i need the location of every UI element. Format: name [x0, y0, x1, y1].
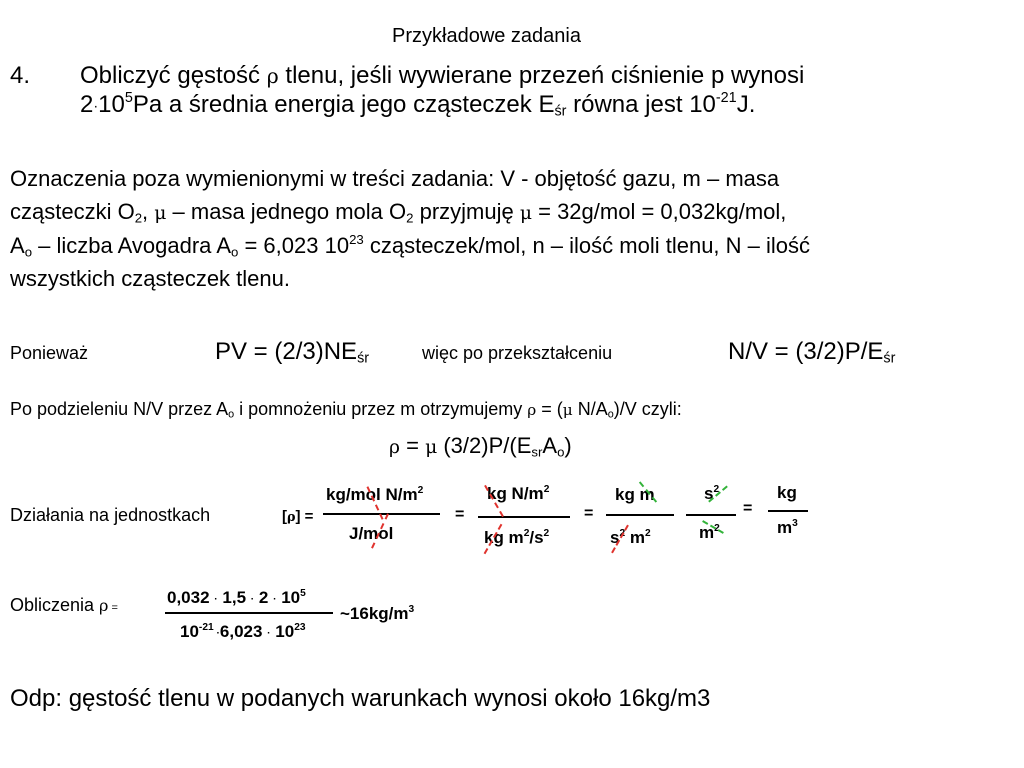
fraction-2-bar [478, 516, 570, 518]
task-line-2: $2\cdot 10^5Pa$ a średnia energia jego cząsteczek $E_{śr}$ równa jest $10^{-21}J$. [80, 89, 756, 120]
calc-result: $\sim 16kg/m^3$ [340, 603, 415, 623]
calc-numerator: $0,032 \cdot 1,5 \cdot 2 \cdot 10^5$ [167, 587, 306, 607]
notation-line-3: $A_o$ – liczba Avogadra $A_o = 6,023$ $10^{23}$ cząsteczek/mol, n – ilość moli tlenu, N – ilość [10, 231, 811, 260]
equation-nv: $N/V = (3/2)P/E_{śr}$ [728, 338, 896, 367]
fraction-5-bar [768, 510, 808, 512]
fraction-4-bar [686, 514, 736, 516]
fraction-5-numerator: kg [777, 483, 797, 502]
fraction-5-denominator: $m^3$ [777, 517, 798, 537]
calc-denominator: $10^{-21} \cdot 6,023 \cdot 10^{23}$ [180, 621, 306, 641]
page-title: Przykładowe zadania [392, 25, 581, 47]
fraction-4-denominator: $m^2$ [699, 522, 720, 542]
task-line-1: Obliczyć gęstość ρ tlenu, jeśli wywierane przezeń ciśnienie p wynosi [80, 62, 805, 89]
rho-symbol: ρ [266, 64, 279, 88]
fraction-1-denominator: J/mol [349, 524, 394, 543]
mu-symbol: μ [519, 203, 532, 224]
fraction-1-numerator: kg/mol $N/m^2$ [326, 484, 424, 504]
units-label: Działania na jednostkach [10, 505, 211, 525]
fraction-3-denominator: $s^2$ $m^2$ [610, 527, 651, 547]
equals-sign: = [455, 506, 465, 523]
task-number: 4. [10, 62, 31, 89]
fraction-2-numerator: kg $N/m^2$ [487, 483, 550, 503]
equals-sign: = [743, 500, 753, 517]
fraction-4-numerator: $s^2$ [704, 483, 720, 503]
notation-line-4: wszystkich cząsteczek tlenu. [10, 266, 290, 291]
equals-sign: = [584, 505, 594, 522]
calc-fraction-bar [165, 612, 333, 614]
notation-line-2: cząsteczki $O_2$, μ – masa jednego mola $O_2$ przyjmuję μ = 32g/mol = 0,032kg/mol, [10, 199, 787, 226]
divide-text: Po podzieleniu N/V przez $A_o$ i pomnożeniu przez m otrzymujemy ρ = (μ $N/A_o)/V$ czyli: [10, 399, 682, 421]
notation-line-1: Oznaczenia poza wymienionymi w treści zadania: V - objętość gazu, m – masa [10, 166, 780, 191]
calc-label: Obliczenia ρ = [10, 595, 118, 615]
equation-pv: PV = $(2/3)NE_{śr}$ [215, 338, 370, 367]
fraction-2-denominator: kg $m^2/s^2$ [484, 527, 550, 547]
because-mid: więc po przekształceniu [422, 343, 613, 363]
fraction-3-numerator: kg m [615, 485, 655, 504]
rho-formula: ρ = μ $(3/2)P/(E_{sr}A_o)$ [389, 433, 572, 460]
mu-symbol: μ [154, 203, 167, 224]
rho-unit-bracket: [ρ] = [282, 508, 314, 525]
because-label: Ponieważ [10, 343, 89, 363]
answer-text: Odp: gęstość tlenu w podanych warunkach wynosi około 16kg/m3 [10, 685, 711, 712]
fraction-3-bar [606, 514, 674, 516]
